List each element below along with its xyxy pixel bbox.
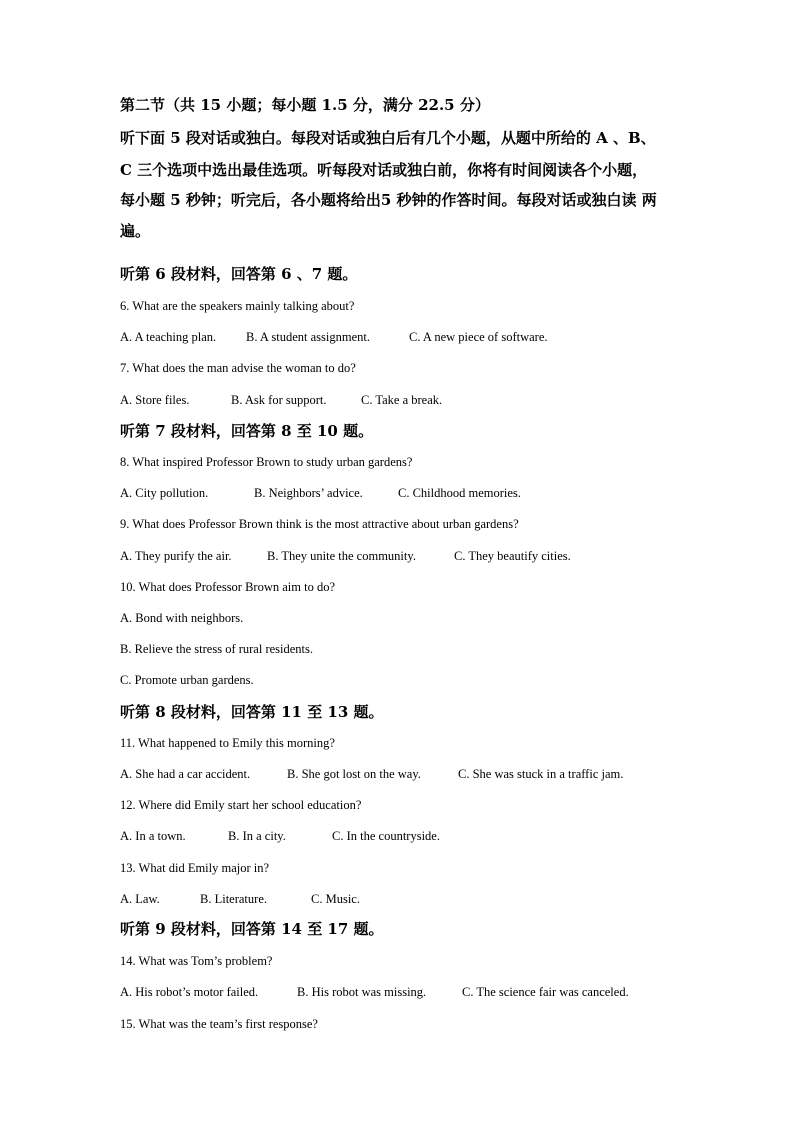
option-a: A. City pollution. bbox=[120, 486, 209, 500]
question-stem: 10. What does Professor Brown aim to do? bbox=[120, 580, 336, 594]
option-a: A. His robot’s motor failed. bbox=[120, 985, 259, 999]
option-c: C. In the countryside. bbox=[332, 829, 440, 843]
option-a: A. Bond with neighbors. bbox=[120, 611, 244, 625]
group-heading: 听第 9 段材料，回答第 14 至 17 题。 bbox=[120, 920, 384, 938]
question-options bbox=[120, 329, 548, 345]
question-options bbox=[120, 984, 629, 1000]
option-b: B. A student assignment. bbox=[246, 330, 370, 344]
option-a: A. They purify the air. bbox=[120, 549, 232, 563]
option-b: B. Relieve the stress of rural residents. bbox=[120, 642, 314, 656]
question-stem: 7. What does the man advise the woman to do? bbox=[120, 361, 356, 375]
instruction-line: 每小题 5 秒钟；听完后，各小题将给出5 秒钟的作答时间。每段对话或独白读 两 bbox=[120, 191, 657, 209]
question-stem: 8. What inspired Professor Brown to study urban gardens? bbox=[120, 455, 413, 469]
option-c: C. Promote urban gardens. bbox=[120, 673, 254, 687]
option-c: C. Childhood memories. bbox=[398, 486, 521, 500]
question-stem: 15. What was the team’s first response? bbox=[120, 1017, 318, 1031]
instruction-line: 遍。 bbox=[120, 222, 151, 240]
option-c: C. The science fair was canceled. bbox=[462, 985, 629, 999]
question-stem: 6. What are the speakers mainly talking about? bbox=[120, 299, 355, 313]
option-b: B. His robot was missing. bbox=[297, 985, 427, 999]
option-a: A. Law. bbox=[120, 892, 160, 906]
option-c: C. She was stuck in a traffic jam. bbox=[458, 767, 624, 781]
group-heading: 听第 7 段材料，回答第 8 至 10 题。 bbox=[120, 422, 374, 440]
question-stem: 14. What was Tom’s problem? bbox=[120, 954, 273, 968]
option-b: B. Literature. bbox=[200, 892, 267, 906]
option-b: B. She got lost on the way. bbox=[287, 767, 421, 781]
option-c: C. Take a break. bbox=[361, 393, 443, 407]
option-b: B. In a city. bbox=[228, 829, 286, 843]
option-c: C. They beautify cities. bbox=[454, 549, 571, 563]
option-c: C. Music. bbox=[311, 892, 360, 906]
group-heading: 听第 6 段材料，回答第 6 、7 题。 bbox=[120, 265, 358, 283]
option-a: A. Store files. bbox=[120, 393, 190, 407]
question-options bbox=[120, 485, 521, 501]
option-a: A. In a town. bbox=[120, 829, 186, 843]
question-options bbox=[120, 766, 623, 782]
instruction-line: C 三个选项中选出最佳选项。听每段对话或独白前，你将有时间阅读各个小题， bbox=[120, 161, 648, 179]
question-stem: 11. What happened to Emily this morning? bbox=[120, 736, 335, 750]
group-heading: 听第 8 段材料，回答第 11 至 13 题。 bbox=[120, 703, 384, 721]
option-c: C. A new piece of software. bbox=[409, 330, 548, 344]
option-b: B. They unite the community. bbox=[267, 549, 416, 563]
option-a: A. A teaching plan. bbox=[120, 330, 217, 344]
question-options bbox=[120, 828, 440, 844]
option-b: B. Neighbors’ advice. bbox=[254, 486, 363, 500]
option-a: A. She had a car accident. bbox=[120, 767, 251, 781]
question-stem: 9. What does Professor Brown think is the most attractive about urban gardens? bbox=[120, 517, 519, 531]
question-options bbox=[120, 548, 571, 564]
instruction-line: 听下面 5 段对话或独白。每段对话或独白后有几个小题，从题中所给的 A 、B、 bbox=[120, 129, 656, 147]
section-title: 第二节（共 15 小题；每小题 1.5 分，满分 22.5 分） bbox=[120, 96, 490, 114]
question-stem: 13. What did Emily major in? bbox=[120, 861, 270, 875]
question-stem: 12. Where did Emily start her school education? bbox=[120, 798, 362, 812]
question-options bbox=[120, 392, 442, 408]
question-options bbox=[120, 891, 360, 907]
option-b: B. Ask for support. bbox=[231, 393, 327, 407]
